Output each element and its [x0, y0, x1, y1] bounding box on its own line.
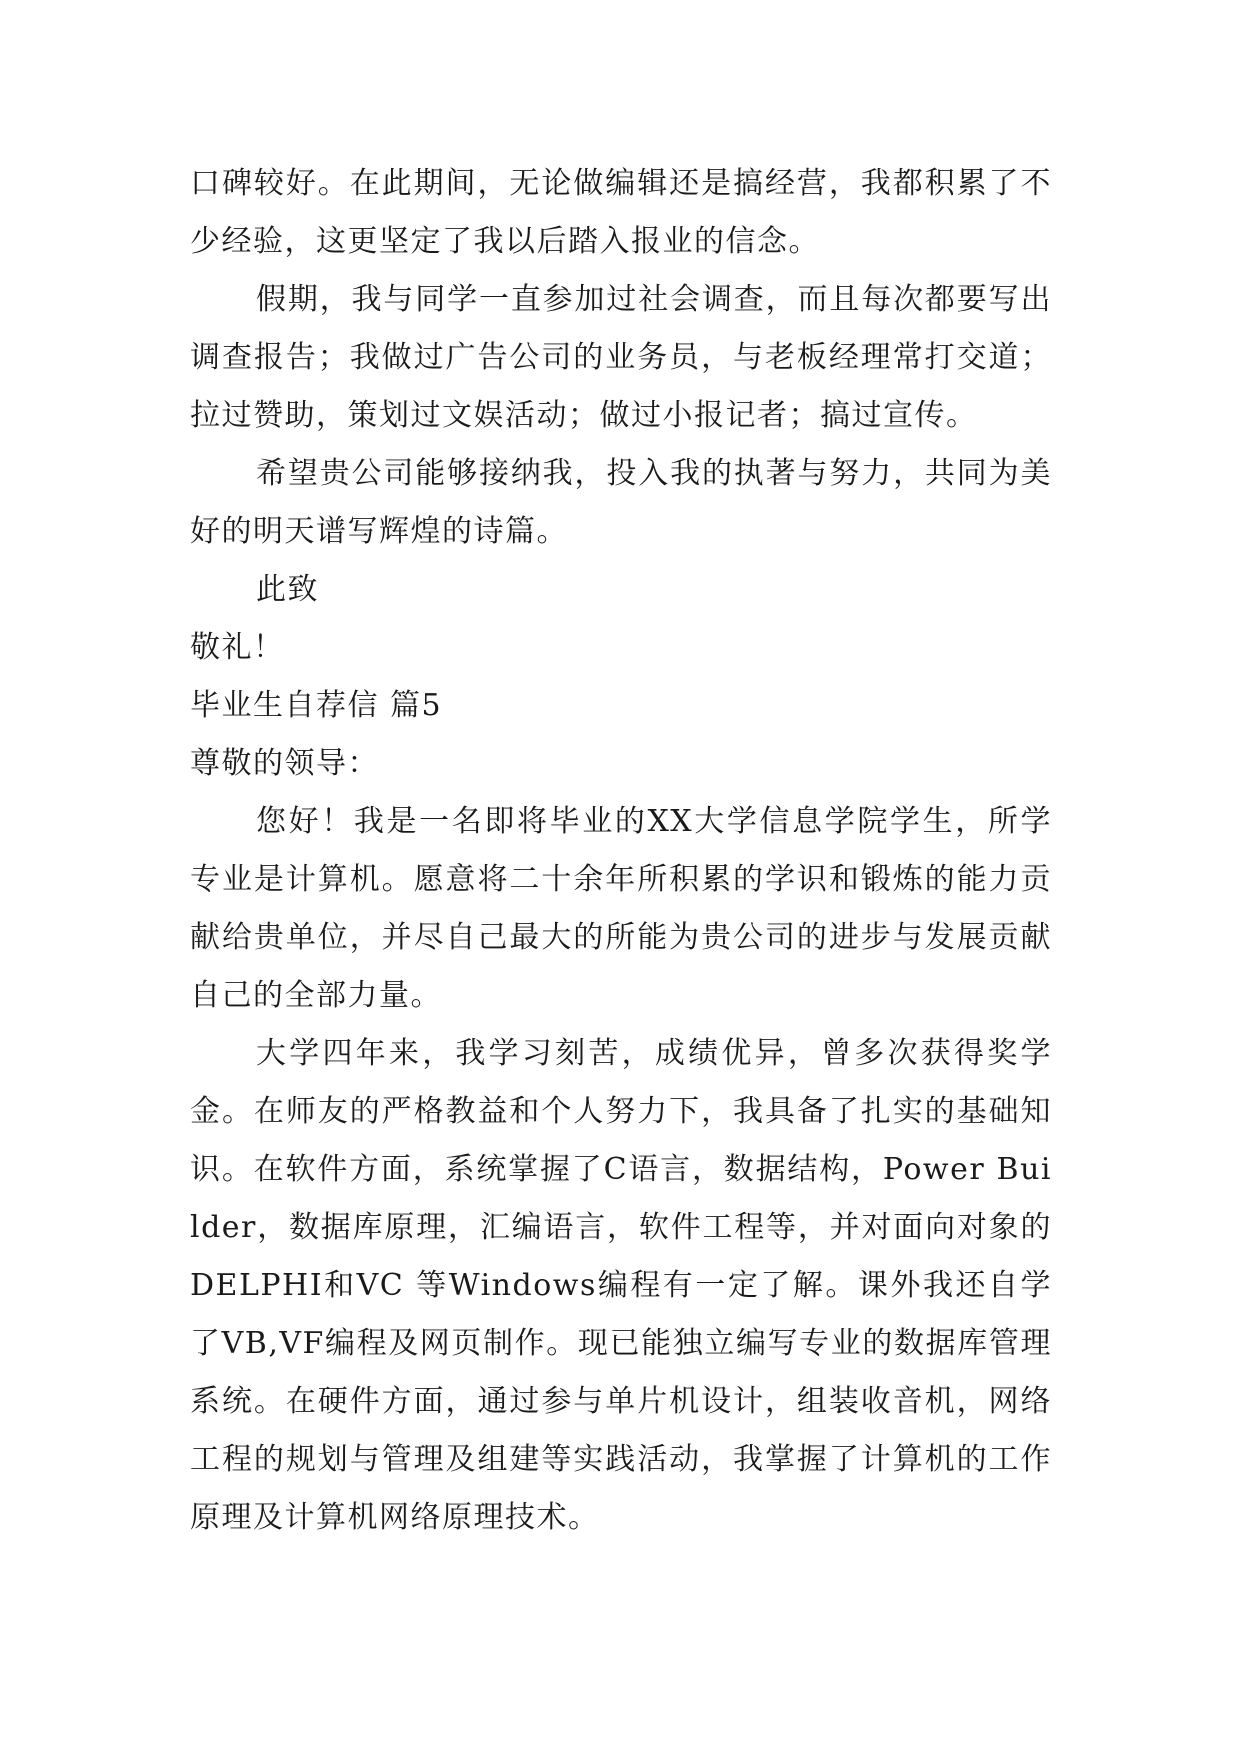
paragraph-introduction: 您好！我是一名即将毕业的XX大学信息学院学生，所学专业是计算机。愿意将二十余年所积累的学识和锻炼的能力贡献给贵单位，并尽自己最大的所能为贵公司的进步与发展贡献自己的全部力量。	[190, 804, 1052, 1013]
greeting-line: 尊敬的领导：	[190, 746, 379, 781]
paragraph-university-skills: 大学四年来，我学习刻苦，成绩优异，曾多次获得奖学金。在师友的严格教益和个人努力下，我具备了扎实的基础知识。在软件方面，系统掌握了C语言，数据结构，Power Builder，数据库原理，汇编语言，软件工程等，并对面向对象的DELPHI和VC 等Windows编程有一定了解。课外我还自学了VB,VF编程及网页制作。现已能独立编写专业的数据库管理系统。在硬件方面，通过参与单片机设计，组装收音机，网络工程的规划与管理及组建等实践活动，我掌握了计算机的工作原理及计算机网络原理技术。	[190, 1036, 1052, 1535]
paragraph-continuation: 口碑较好。在此期间，无论做编辑还是搞经营，我都积累了不少经验，这更坚定了我以后踏入报业的信念。	[190, 166, 1052, 259]
section-heading: 毕业生自荐信 篇5	[190, 688, 443, 723]
closing-salutation: 此致	[256, 572, 319, 607]
document-body	[190, 155, 1052, 1547]
closing-regards: 敬礼！	[190, 630, 285, 665]
paragraph-hope: 希望贵公司能够接纳我，投入我的执著与努力，共同为美好的明天谱写辉煌的诗篇。	[190, 456, 1052, 549]
paragraph-vacation-experience: 假期，我与同学一直参加过社会调查，而且每次都要写出调查报告；我做过广告公司的业务员，与老板经理常打交道；拉过赞助，策划过文娱活动；做过小报记者；搞过宣传。	[190, 282, 1052, 433]
